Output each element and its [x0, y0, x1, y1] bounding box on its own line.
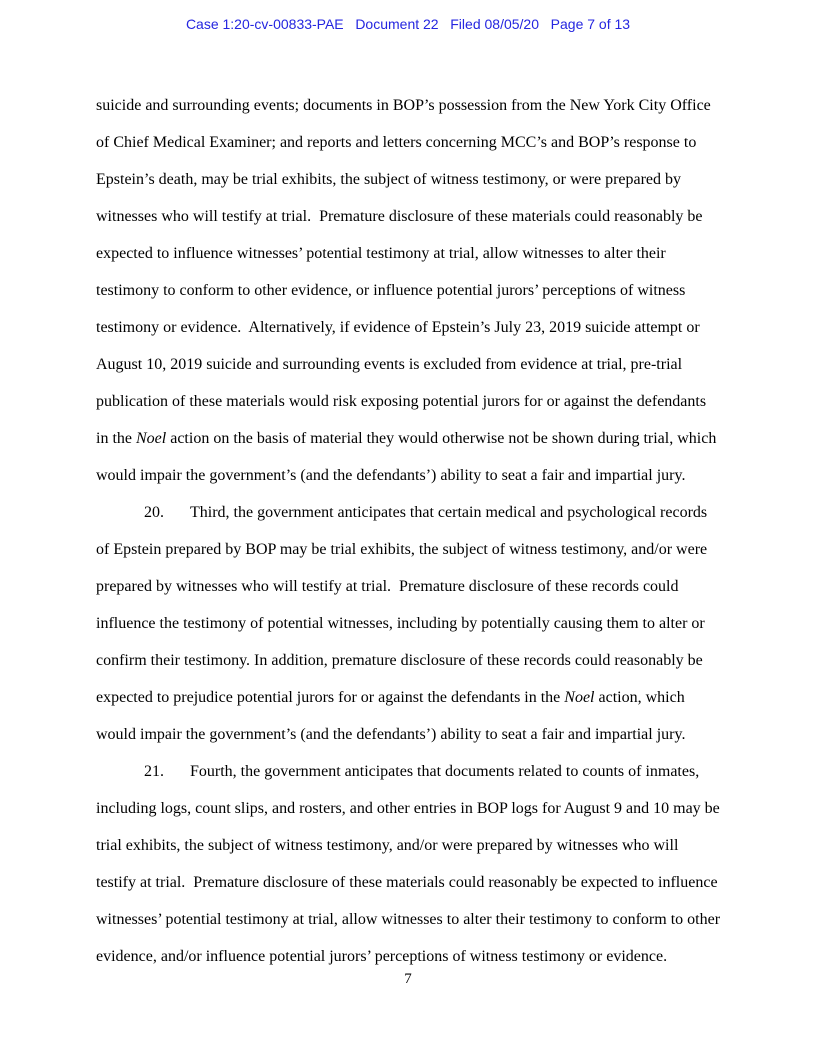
paragraph-text: Fourth, the government anticipates that documents related to counts of inmates, including logs, count slips, and rosters, and other entries in BOP logs for August 9 and 10 may be trial exhibits, the subject of witness testimony, and/or were prepared by witnesses who will testify at trial. Premature disclosure of these materials could reasonably be expected to influence witnesses’ potential testimony at trial, allow witnesses to alter their testimony to conform to other evidence, and/or influence potential jurors’ perceptions of witness testimony or evidence.: [96, 763, 725, 965]
paragraph-20: [96, 494, 720, 753]
paragraph-text: action on the basis of material they would otherwise not be shown during trial, which would impair the government’s (and the defendants’) ability to seat a fair and impartial jury.: [96, 430, 721, 484]
paragraph-text: Third, the government anticipates that certain medical and psychological records of Epstein prepared by BOP may be trial exhibits, the subject of witness testimony, and/or were prepared by witnesses who will testify at trial. Premature disclosure of these records could influence the testimony of potential witnesses, including by potentially causing them to alter or confirm their testimony. In addition, premature disclosure of these records could reasonably be expected to prejudice potential jurors for or against the defendants in the: [96, 504, 712, 706]
paragraph-21: [96, 753, 725, 975]
paragraph-number: 21.: [144, 763, 164, 780]
ecf-header-stamp: Case 1:20-cv-00833-PAE Document 22 Filed 08/05/20 Page 7 of 13: [185, 16, 631, 32]
document-body: [96, 87, 725, 975]
page-number: 7: [404, 971, 412, 987]
paragraph-text: action, which would impair the government’s (and the defendants’) ability to seat a fair and impartial jury.: [96, 689, 689, 743]
case-name-italic: Noel: [136, 430, 167, 447]
case-name-italic: Noel: [564, 689, 595, 706]
paragraph-19-continuation: [96, 87, 720, 494]
paragraph-text: suicide and surrounding events; documents in BOP’s possession from the New York City Office of Chief Medical Examiner; and reports and letters concerning MCC’s and BOP’s response to Epstein’s death, may be trial exhibits, the subject of witness testimony, or were prepared by witnesses who will testify at trial. Premature disclosure of these materials could reasonably be expected to influence witnesses’ potential testimony at trial, allow witnesses to alter their testimony to conform to other evidence, or influence potential jurors’ perceptions of witness testimony or evidence. Alternatively, if evidence of Epstein’s July 23, 2019 suicide attempt or August 10, 2019 suicide and surrounding events is excluded from evidence at trial, pre-trial publication of these materials would risk exposing potential jurors for or against the defendants in the: [96, 97, 715, 447]
paragraph-number: 20.: [144, 504, 164, 521]
